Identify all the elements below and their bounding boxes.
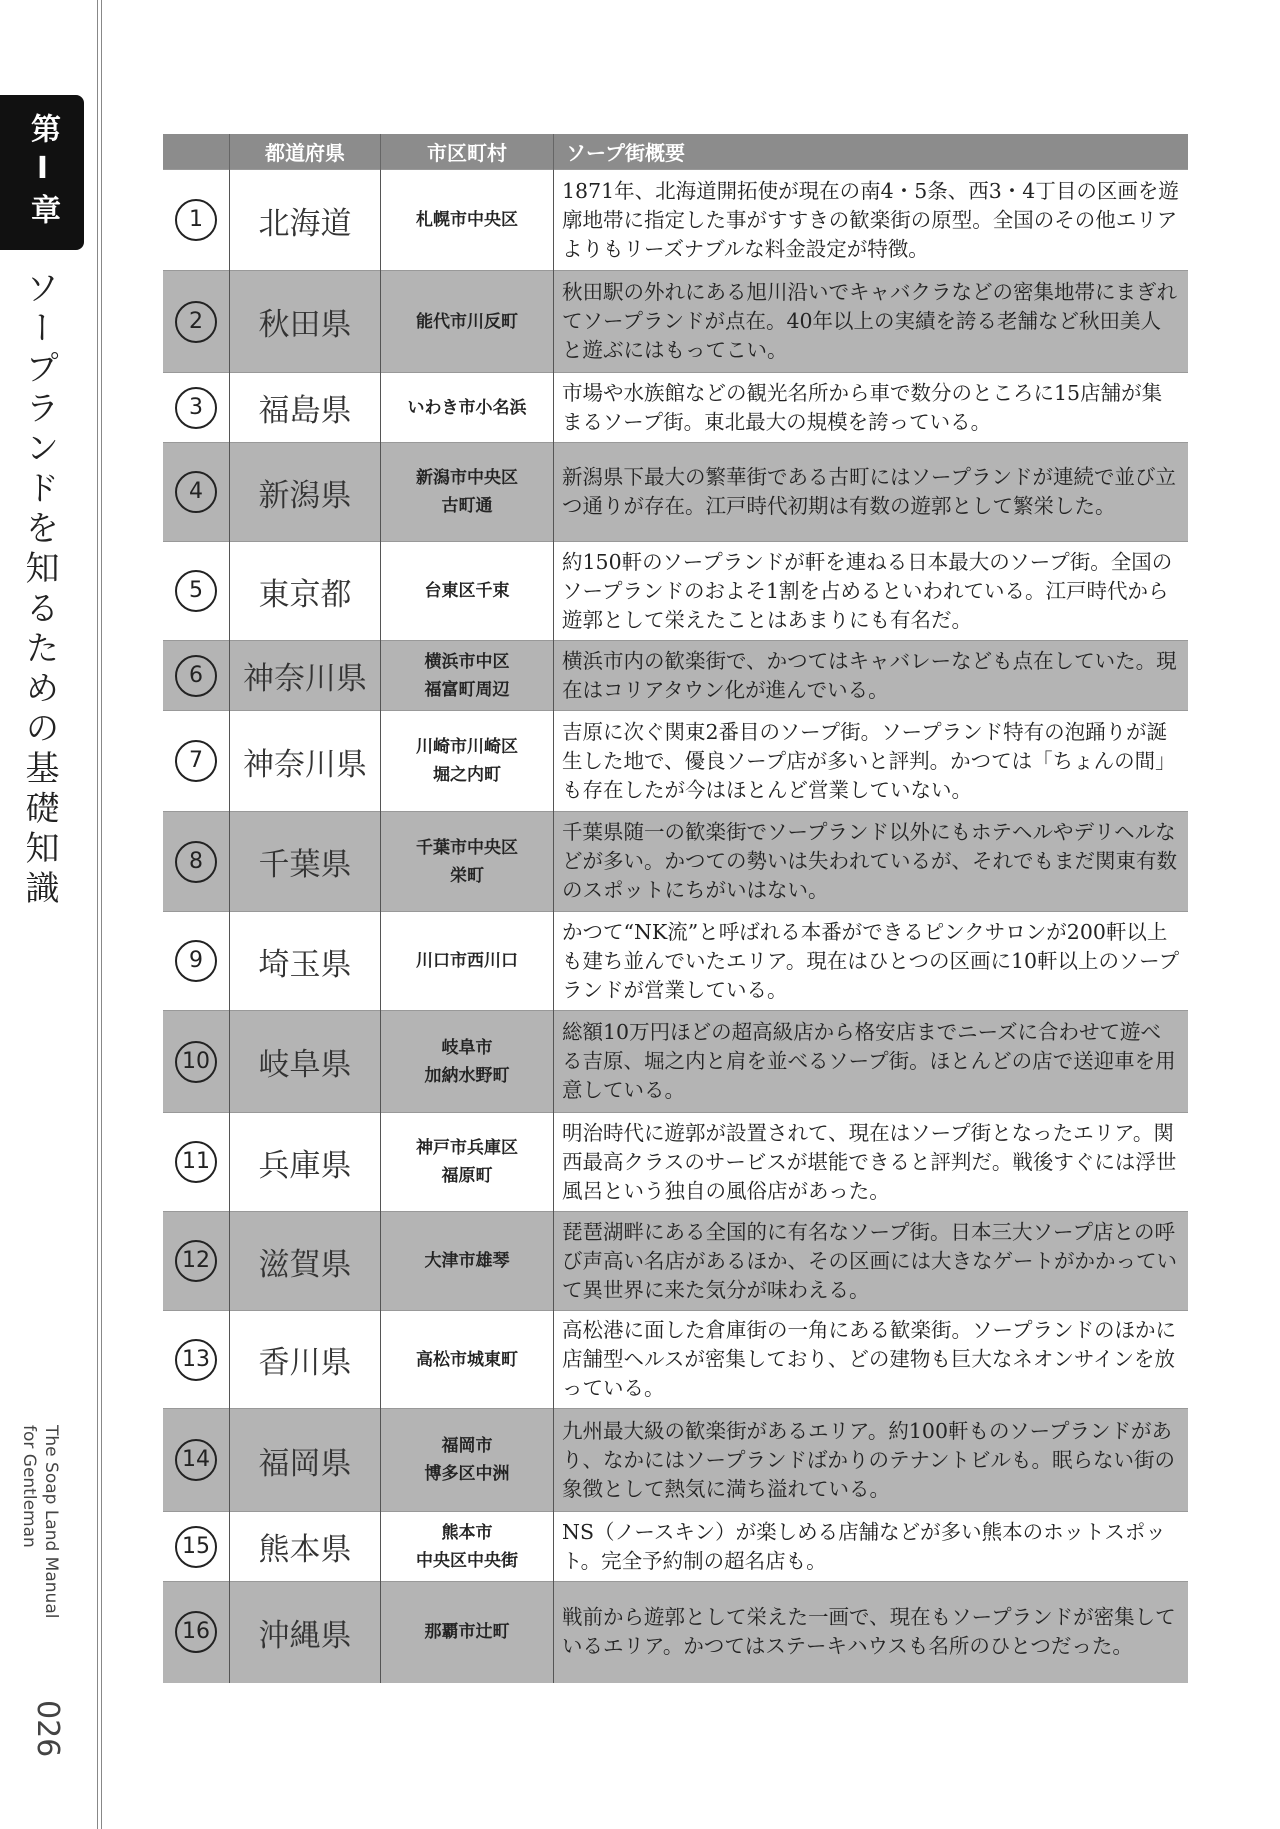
table-row — [163, 443, 1188, 542]
row-number: 5 — [175, 570, 217, 612]
city-cell: 神戸市兵庫区 福原町 — [381, 1113, 554, 1212]
summary-cell: 市場や水族館などの観光名所から車で数分のところに15店舗が集まるソープ街。東北最大の規模を誇っている。 — [554, 373, 1189, 443]
header-summary: ソープ街概要 — [554, 134, 1189, 170]
row-number-cell — [163, 1582, 230, 1683]
table-row — [163, 641, 1188, 711]
city-cell: 千葉市中央区 栄町 — [381, 812, 554, 912]
table-row — [163, 542, 1188, 641]
city-cell: 大津市雄琴 — [381, 1212, 554, 1311]
row-number: 15 — [175, 1526, 217, 1568]
city-cell: 福岡市 博多区中洲 — [381, 1409, 554, 1512]
table-row — [163, 912, 1188, 1011]
page-number: 026 — [30, 1700, 65, 1758]
table-row — [163, 271, 1188, 373]
prefecture-cell: 沖縄県 — [230, 1582, 381, 1683]
city-cell: 札幌市中央区 — [381, 170, 554, 271]
row-number: 12 — [175, 1240, 217, 1282]
prefecture-cell: 北海道 — [230, 170, 381, 271]
header-num — [163, 134, 230, 170]
city-cell: 台東区千束 — [381, 542, 554, 641]
city-cell: 那覇市辻町 — [381, 1582, 554, 1683]
table-row — [163, 1212, 1188, 1311]
summary-cell: 戦前から遊郭として栄えた一画で、現在もソープランドが密集しているエリア。かつてはステーキハウスも名所のひとつだった。 — [554, 1582, 1189, 1683]
row-number-cell — [163, 711, 230, 812]
row-number: 10 — [175, 1041, 217, 1083]
row-number-cell — [163, 641, 230, 711]
summary-cell: 横浜市内の歓楽街で、かつてはキャバレーなども点在していた。現在はコリアタウン化が進んでいる。 — [554, 641, 1189, 711]
row-number-cell — [163, 912, 230, 1011]
chapter-title: ソープランドを知るための基礎知識 — [19, 270, 59, 910]
row-number: 11 — [175, 1141, 217, 1183]
chapter-tab — [0, 95, 84, 250]
margin-rule — [97, 0, 102, 1829]
summary-cell: 九州最大級の歓楽街があるエリア。約100軒ものソープランドがあり、なかにはソープランドばかりのテナントビルも。眠らない街の象徴として熱気に満ち溢れている。 — [554, 1409, 1189, 1512]
table-row — [163, 1409, 1188, 1512]
prefecture-cell: 新潟県 — [230, 443, 381, 542]
summary-cell: 吉原に次ぐ関東2番目のソープ街。ソープランド特有の泡踊りが誕生した地で、優良ソープ店が多いと評判。かつては「ちょんの間」も存在したが今はほとんど営業していない。 — [554, 711, 1189, 812]
table-row — [163, 1582, 1188, 1683]
row-number-cell — [163, 812, 230, 912]
table-row — [163, 1311, 1188, 1409]
row-number-cell — [163, 1311, 230, 1409]
city-cell: 岐阜市 加納水野町 — [381, 1011, 554, 1113]
prefecture-cell: 千葉県 — [230, 812, 381, 912]
table-row — [163, 812, 1188, 912]
row-number: 3 — [175, 387, 217, 429]
table-row — [163, 1011, 1188, 1113]
table-row — [163, 711, 1188, 812]
city-cell: 川崎市川崎区 堀之内町 — [381, 711, 554, 812]
city-cell: 高松市城東町 — [381, 1311, 554, 1409]
row-number-cell — [163, 1212, 230, 1311]
summary-cell: 1871年、北海道開拓使が現在の南4・5条、西3・4丁目の区画を遊廓地帯に指定した事がすすきの歓楽街の原型。全国のその他エリアよりもリーズナブルな料金設定が特徴。 — [554, 170, 1189, 271]
summary-cell: 明治時代に遊郭が設置されて、現在はソープ街となったエリア。関西最高クラスのサービスが堪能できると評判だ。戦後すぐには浮世風呂という独自の風俗店があった。 — [554, 1113, 1189, 1212]
summary-cell: かつて“NK流”と呼ばれる本番ができるピンクサロンが200軒以上も建ち並んでいたエリア。現在はひとつの区画に10軒以上のソープランドが営業している。 — [554, 912, 1189, 1011]
book-title-line1: The Soap Land Manual — [41, 1425, 61, 1619]
header-prefecture: 都道府県 — [230, 134, 381, 170]
summary-cell: 琵琶湖畔にある全国的に有名なソープ街。日本三大ソープ店との呼び声高い名店があるほか、その区画には大きなゲートがかかっていて異世界に来た気分が味わえる。 — [554, 1212, 1189, 1311]
row-number-cell — [163, 271, 230, 373]
row-number-cell — [163, 1113, 230, 1212]
table-row — [163, 1512, 1188, 1582]
city-cell: 熊本市 中央区中央街 — [381, 1512, 554, 1582]
city-cell: 川口市西川口 — [381, 912, 554, 1011]
city-cell: いわき市小名浜 — [381, 373, 554, 443]
row-number: 9 — [175, 940, 217, 982]
prefecture-cell: 滋賀県 — [230, 1212, 381, 1311]
prefecture-cell: 埼玉県 — [230, 912, 381, 1011]
summary-cell: 高松港に面した倉庫街の一角にある歓楽街。ソープランドのほかに店舗型ヘルスが密集しており、どの建物も巨大なネオンサインを放っている。 — [554, 1311, 1189, 1409]
chapter-label: 第Ⅰ章 — [25, 113, 60, 232]
row-number-cell — [163, 170, 230, 271]
prefecture-cell: 兵庫県 — [230, 1113, 381, 1212]
summary-cell: 千葉県随一の歓楽街でソープランド以外にもホテヘルやデリヘルなどが多い。かつての勢いは失われているが、それでもまだ関東有数のスポットにちがいはない。 — [554, 812, 1189, 912]
city-cell: 新潟市中央区 古町通 — [381, 443, 554, 542]
row-number: 1 — [175, 199, 217, 241]
prefecture-cell: 香川県 — [230, 1311, 381, 1409]
prefecture-cell: 熊本県 — [230, 1512, 381, 1582]
prefecture-cell: 神奈川県 — [230, 711, 381, 812]
book-title-line2: for Gentleman — [19, 1425, 39, 1548]
book-title — [18, 1425, 62, 1618]
summary-cell: 約150軒のソープランドが軒を連ねる日本最大のソープ街。全国のソープランドのおよそ1割を占めるといわれている。江戸時代から遊郭として栄えたことはあまりにも有名だ。 — [554, 542, 1189, 641]
row-number-cell — [163, 1409, 230, 1512]
summary-cell: NS（ノースキン）が楽しめる店舗などが多い熊本のホットスポット。完全予約制の超名店も。 — [554, 1512, 1189, 1582]
row-number: 2 — [175, 301, 217, 343]
row-number: 7 — [175, 740, 217, 782]
row-number-cell — [163, 373, 230, 443]
summary-cell: 新潟県下最大の繁華街である古町にはソープランドが連続で並び立つ通りが存在。江戸時代初期は有数の遊郭として繁栄した。 — [554, 443, 1189, 542]
soapland-district-table — [163, 134, 1188, 1683]
table-row — [163, 170, 1188, 271]
row-number-cell — [163, 542, 230, 641]
row-number: 4 — [175, 471, 217, 513]
row-number: 14 — [175, 1439, 217, 1481]
prefecture-cell: 福岡県 — [230, 1409, 381, 1512]
table-row — [163, 373, 1188, 443]
prefecture-cell: 岐阜県 — [230, 1011, 381, 1113]
prefecture-cell: 福島県 — [230, 373, 381, 443]
city-cell: 横浜市中区 福富町周辺 — [381, 641, 554, 711]
city-cell: 能代市川反町 — [381, 271, 554, 373]
summary-cell: 総額10万円ほどの超高級店から格安店までニーズに合わせて遊べる吉原、堀之内と肩を並べるソープ街。ほとんどの店で送迎車を用意している。 — [554, 1011, 1189, 1113]
row-number-cell — [163, 1512, 230, 1582]
row-number: 8 — [175, 841, 217, 883]
prefecture-cell: 秋田県 — [230, 271, 381, 373]
prefecture-cell: 神奈川県 — [230, 641, 381, 711]
summary-cell: 秋田駅の外れにある旭川沿いでキャバクラなどの密集地帯にまぎれてソープランドが点在。40年以上の実績を誇る老舗など秋田美人と遊ぶにはもってこい。 — [554, 271, 1189, 373]
row-number: 6 — [175, 655, 217, 697]
table-header — [163, 134, 1188, 170]
row-number-cell — [163, 1011, 230, 1113]
row-number: 13 — [175, 1339, 217, 1381]
row-number-cell — [163, 443, 230, 542]
prefecture-cell: 東京都 — [230, 542, 381, 641]
row-number: 16 — [175, 1611, 217, 1653]
header-city: 市区町村 — [381, 134, 554, 170]
table-row — [163, 1113, 1188, 1212]
